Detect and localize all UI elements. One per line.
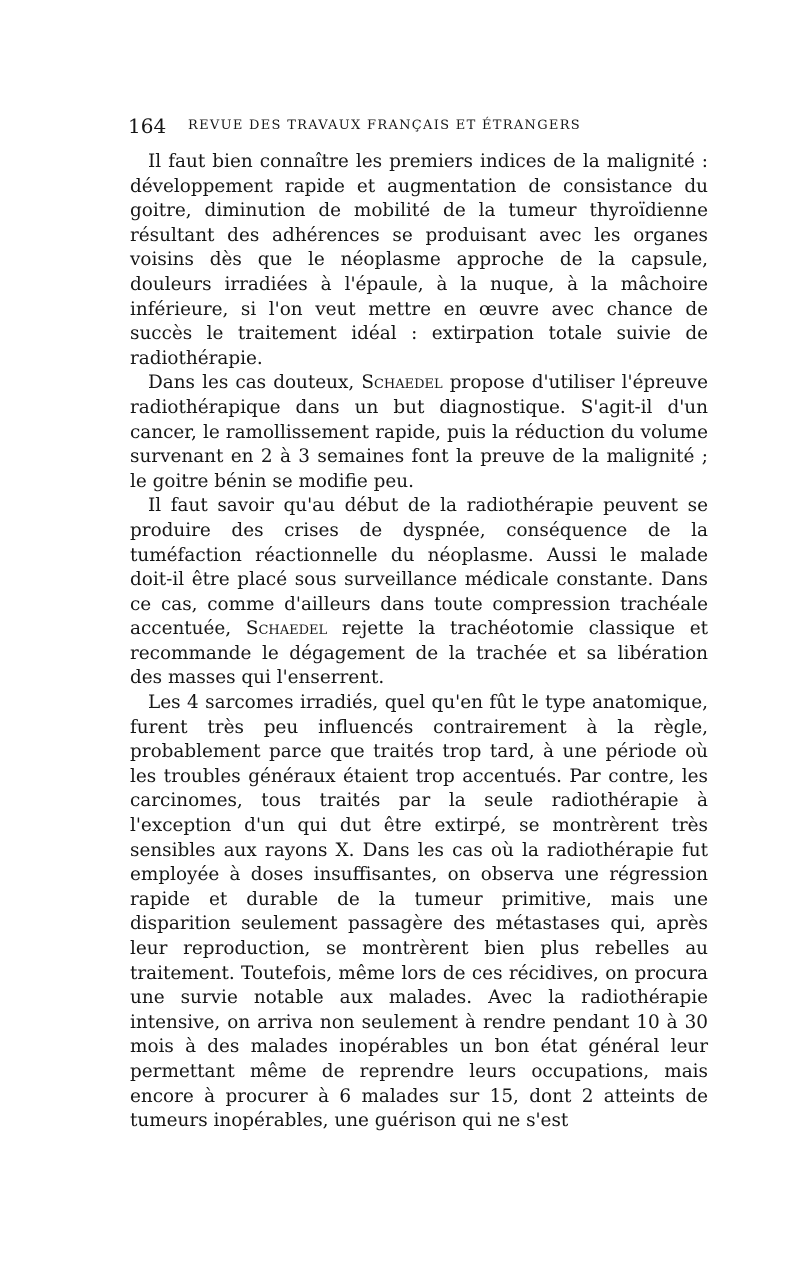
paragraph-2: [130, 371, 708, 494]
paragraph-1: Il faut bien connaître les premiers indices de la malignité : développement rapide et augmentation de consistance du goitre, diminution de mobilité de la tumeur thyroïdienne résultant des adhérences se produisant avec les organes voisins dès que le néoplasme approche de la capsule, douleurs irradiées à l'épaule, à la nuque, à la mâchoire inférieure, si l'on veut mettre en œuvre avec chance de succès le traitement idéal : extirpation totale suivie de radiothérapie.: [130, 151, 708, 369]
author-name: Schaedel: [361, 372, 443, 394]
running-title: REVUE DES TRAVAUX FRANÇAIS ET ÉTRANGERS: [188, 118, 581, 133]
paragraph-3-start: Il faut savoir qu'au début de la radiothérapie peuvent se produire des crises de dyspnée, conséquence de la tuméfaction réactionnelle du néoplasme. Aussi le malade doit-il être placé sous surveillance médicale constante. Dans ce cas, comme d'ailleurs dans toute compression trachéale accentuée,: [130, 495, 708, 640]
paragraph-4: Les 4 sarcomes irradiés, quel qu'en fût le type anatomique, furent très peu influencés contrairement à la règle, probablement parce que traités trop tard, à une période où les troubles généraux étaient trop accentués. Par contre, les carcinomes, tous traités par la seule radiothérapie à l'exception d'un qui dut être extirpé, se montrèrent très sensibles aux rayons X. Dans les cas où la radiothérapie fut employée à doses insuffisantes, on observa une régression rapide et durable de la tumeur primitive, mais une disparition seulement passagère des métastases qui, après leur reproduction, se montrèrent bien plus rebelles au traitement. Toutefois, même lors de ces récidives, on procura une survie notable aux malades. Avec la radiothérapie intensive, on arriva non seulement à rendre pendant 10 à 30 mois à des malades inopérables un bon état général leur permettant même de reprendre leurs occupations, mais encore à procurer à 6 malades sur 15, dont 2 atteints de tumeurs inopérables, une guérison qui ne s'est: [130, 692, 708, 1132]
author-name: Schaedel: [245, 618, 328, 640]
body-text: [130, 150, 708, 1134]
paragraph-3-end: rejette la trachéotomie classique et recommande le dégagement de la trachée et sa libération des masses qui l'enserrent.: [130, 618, 708, 689]
paragraph-2-end: propose d'utiliser l'épreuve radiothérapique dans un but diagnostique. S'agit-il d'un cancer, le ramollissement rapide, puis la réduction du volume survenant en 2 à 3 semaines font la preuve de la malignité ; le goitre bénin se modifie peu.: [130, 372, 709, 492]
paragraph-2-start: Dans les cas douteux,: [148, 372, 362, 394]
page-number: 164: [128, 114, 167, 138]
paragraph-3: [130, 494, 708, 691]
